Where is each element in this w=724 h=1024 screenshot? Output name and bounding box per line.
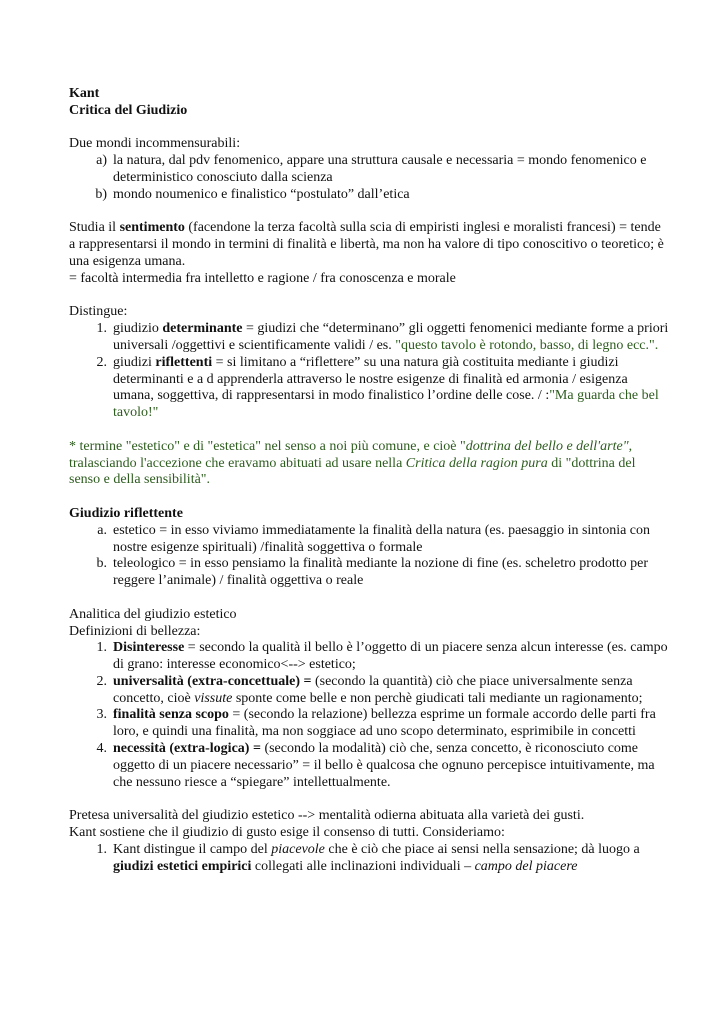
- list-item: [69, 523, 669, 557]
- list-marker: 1.: [96, 640, 107, 656]
- keyword-sentimento: sentimento: [119, 220, 185, 236]
- list-marker: 2.: [96, 354, 107, 370]
- example-quote: "Ma guarda che bel tavolo!": [113, 388, 659, 421]
- list-item-text: giudizi riflettenti = si limitano a “riflettere” su una natura già costituita mediante i giudizi determinanti e a d apprenderla attraverso le nostre esigenze di finalità ed armonia / esigenza umana, soggettiva, di rappresentarsi in modo finalistico l’ordine delle cose. / :"Ma guarda che bel tavolo!": [113, 354, 659, 421]
- list-marker: 3.: [96, 707, 107, 723]
- list-marker: 1.: [96, 321, 107, 337]
- list-item: [69, 842, 669, 876]
- list-item: [69, 153, 669, 187]
- list-item: [69, 640, 669, 674]
- list-item-text: universalità (extra-concettuale) = (secondo la quantità) ciò che piace universalmente senza concetto, cioè vissute sponte come belle e non perchè giudicati tali mediante un ragionamento;: [113, 673, 643, 706]
- universality-claim-line: Pretesa universalità del giudizio estetico --> mentalità odierna abituata alla varietà dei gusti.: [69, 808, 585, 824]
- example-quote: "questo tavolo è rotondo, basso, di legno ecc.".: [395, 337, 659, 353]
- list-item: [69, 187, 669, 204]
- list-item: [69, 674, 669, 708]
- list-marker: 1.: [96, 841, 107, 857]
- document-body: [69, 86, 669, 875]
- aesthetic-term-note: * termine "estetico" e di "estetica" nel senso a noi più comune, e cioè "dottrina del bello e dell'arte", tralasciando l'accezione che eravamo abituati ad usare nella Critica della ragion pura di "dottrina del senso e della sensibilità".: [69, 438, 636, 488]
- list-marker: 4.: [96, 741, 107, 757]
- list-item: [69, 355, 669, 422]
- list-marker: 2.: [96, 673, 107, 689]
- list-marker: a): [96, 153, 107, 169]
- author-title: Kant: [69, 86, 100, 101]
- list-marker: b.: [96, 556, 107, 572]
- distinguishes-intro: Distingue:: [69, 304, 128, 320]
- list-item-text: giudizio determinante = giudizi che “determinano” gli oggetti fenomenici mediante forme a priori universali /oggettivi e scientificamente validi / es. "questo tavolo è rotondo, basso, di legno ecc.".: [113, 321, 669, 353]
- list-item-text: Kant distingue il campo del piacevole che è ciò che piace ai sensi nella sensazione; dà luogo a giudizi estetici empirici collegati alle inclinazioni individuali – campo del piacere: [113, 841, 640, 874]
- beauty-definitions-intro: Definizioni di bellezza:: [69, 623, 201, 639]
- list-item-text: la natura, dal pdv fenomenico, appare una struttura causale e necessaria = mondo fenomenico e deterministico conosciuto dalla scienza: [113, 153, 647, 185]
- taste-consensus-line: Kant sostiene che il giudizio di gusto esige il consenso di tutti. Consideriamo:: [69, 825, 505, 841]
- list-item: [69, 741, 669, 791]
- section-heading: Giudizio riflettente: [69, 505, 183, 521]
- list-item: [69, 556, 669, 590]
- list-item: [69, 707, 669, 741]
- list-marker: b): [95, 186, 107, 202]
- two-worlds-intro: Due mondi incommensurabili:: [69, 136, 241, 152]
- work-title: Critica del Giudizio: [69, 102, 188, 118]
- list-item-text: finalità senza scopo = (secondo la relazione) bellezza esprime un formale accordo delle parti fra loro, e quindi una finalità, ma non soggiace ad uno scopo determinato, esprimibile in concetti: [113, 707, 656, 740]
- list-item: [69, 321, 669, 355]
- list-item-text: Disinteresse = secondo la qualità il bello è l’oggetto di un piacere senza alcun interesse (es. campo di grano: interesse economico<--> estetico;: [113, 640, 668, 673]
- intermediate-faculty-line: = facoltà intermedia fra intelletto e ragione / fra conoscenza e morale: [69, 270, 456, 286]
- feeling-paragraph: Studia il sentimento (facendone la terza facoltà sulla scia di empiristi inglesi e moralisti francesi) = tende a rappresentarsi il mondo in termini di finalità e libertà, ma non ha valore di tipo conoscitivo o teoretico; è una esigenza umana.: [69, 220, 664, 269]
- list-item-text: teleologico = in esso pensiamo la finalità mediante la nozione di fine (es. scheletro prodotto per reggere l’animale) / finalità oggettiva o reale: [113, 556, 649, 589]
- list-marker: a.: [97, 522, 107, 538]
- analytic-heading: Analitica del giudizio estetico: [69, 606, 237, 622]
- list-item-text: mondo noumenico e finalistico “postulato” dall’etica: [113, 186, 410, 202]
- list-item-text: estetico = in esso viviamo immediatamente la finalità della natura (es. paesaggio in sintonia con nostre esigenze spirituali) /finalità soggettiva o formale: [113, 522, 651, 555]
- list-item-text: necessità (extra-logica) = (secondo la modalità) ciò che, senza concetto, è riconosciuto come oggetto di un piacere necessario” = il bello è qualcosa che ognuno percepisce intuitivamente, ma che nessuno riesce a “spiegare” intellettualmente.: [113, 741, 655, 790]
